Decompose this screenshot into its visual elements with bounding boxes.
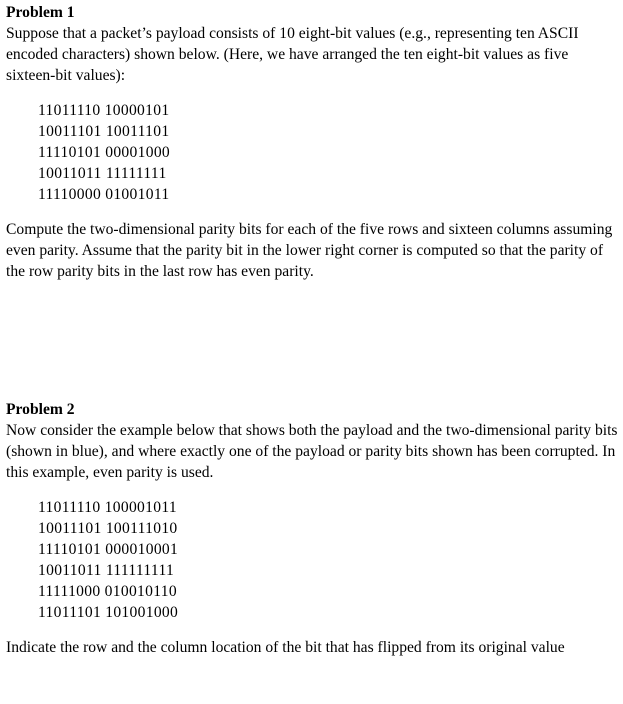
- bit-row: 10011011 111111111: [38, 562, 175, 579]
- bit-row: 10011101 100111010: [38, 520, 178, 537]
- problem-2-intro: Now consider the example below that shows both the payload and the two-dimensional parity bits (shown in blue), and where exactly one of the payload or parity bits shown has been corrupted. In this example, even parity is used.: [6, 422, 618, 481]
- problem-1: [6, 2, 618, 282]
- problem-1-intro: Suppose that a packet’s payload consists of 10 eight-bit values (e.g., representing ten ASCII encoded characters) shown below. (Here, we have arranged the ten eight-bit values as five sixteen-bit values):: [6, 25, 579, 84]
- problem-1-title: Problem 1: [6, 4, 75, 21]
- bit-row: 11011110 100001011: [38, 499, 177, 516]
- bit-row: 11111000 010010110: [38, 583, 177, 600]
- document-page: [6, 2, 618, 658]
- bit-row: 11011110 10000101: [38, 102, 170, 119]
- bit-row: 11110000 01001011: [38, 186, 170, 203]
- problem-1-question: Compute the two-dimensional parity bits for each of the five rows and sixteen columns assuming even parity. Assume that the parity bit in the lower right corner is computed so that the parity of the row parity bits in the last row has even parity.: [6, 221, 613, 280]
- problem-2: [6, 399, 618, 658]
- bit-row: 11110101 000010001: [38, 541, 179, 558]
- problem-2-question: Indicate the row and the column location of the bit that has flipped from its original value: [6, 639, 565, 656]
- section-gap: [6, 282, 618, 399]
- bit-row: 11011101 101001000: [38, 604, 179, 621]
- problem-1-bit-rows: [38, 100, 618, 205]
- bit-row: 11110101 00001000: [38, 144, 171, 161]
- bit-row: 10011011 11111111: [38, 165, 167, 182]
- bit-row: 10011101 10011101: [38, 123, 170, 140]
- problem-2-title: Problem 2: [6, 401, 75, 418]
- problem-2-bit-rows: [38, 497, 618, 623]
